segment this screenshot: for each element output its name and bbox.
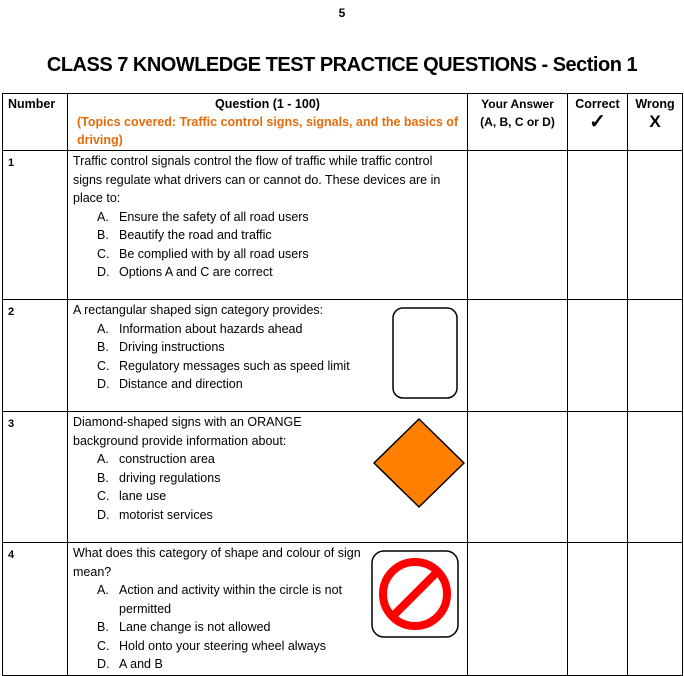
option: A. Ensure the safety of all road users: [97, 209, 309, 224]
answer-cell[interactable]: [468, 300, 568, 412]
question-text: A rectangular shaped sign category provides:: [73, 303, 324, 317]
answer-cell[interactable]: [468, 543, 568, 676]
header-correct: [568, 94, 628, 151]
option: B. Beautify the road and traffic: [97, 228, 272, 242]
table-row: [3, 412, 683, 543]
question-text: Diamond-shaped signs with an ORANGE background provide information about:: [73, 415, 302, 448]
page-number: 5: [338, 6, 346, 20]
option: C. Hold onto your steering wheel always: [97, 638, 327, 653]
question-number: 1: [3, 151, 68, 300]
header-answer-label: Your Answer: [481, 97, 554, 111]
option: D. motorist services: [97, 507, 213, 522]
option: A. Action and activity within the circle is not permitted: [97, 583, 343, 616]
header-correct-label: Correct: [575, 97, 620, 111]
header-topics: (Topics covered: Traffic control signs, signals, and the basics of driving): [77, 115, 459, 147]
option: B. driving regulations: [97, 470, 221, 485]
orange-diamond-sign-icon: [372, 417, 466, 509]
correct-cell[interactable]: [568, 412, 628, 543]
header-question-label: Question (1 - 100): [215, 97, 320, 111]
x-icon: X: [649, 112, 661, 131]
question-number: 2: [3, 300, 68, 412]
option: C. lane use: [97, 489, 167, 503]
option: A. Information about hazards ahead: [97, 321, 303, 336]
wrong-cell[interactable]: [628, 151, 683, 300]
header-row: [3, 94, 683, 151]
header-wrong-label: Wrong: [635, 97, 675, 111]
questions-table: [2, 93, 683, 676]
answer-cell[interactable]: [468, 412, 568, 543]
wrong-cell[interactable]: [628, 543, 683, 676]
question-cell: [68, 300, 468, 412]
prohibition-sign-icon: [368, 548, 462, 640]
wrong-cell[interactable]: [628, 300, 683, 412]
table-row: [3, 300, 683, 412]
header-number: Number: [3, 94, 68, 151]
question-number: 3: [3, 412, 68, 543]
option: C. Be complied with by all road users: [97, 246, 309, 261]
question-cell: [68, 412, 468, 543]
header-wrong: [628, 94, 683, 151]
wrong-cell[interactable]: [628, 412, 683, 543]
question-cell: [68, 543, 468, 676]
correct-cell[interactable]: [568, 543, 628, 676]
header-answer: [468, 94, 568, 151]
rectangle-sign-icon: [390, 305, 462, 401]
option: D. Options A and C are correct: [97, 265, 273, 279]
option: B. Driving instructions: [97, 340, 225, 354]
page-title: CLASS 7 KNOWLEDGE TEST PRACTICE QUESTIONS - Section 1: [46, 54, 638, 76]
table-row: [3, 151, 683, 300]
table-row: [3, 543, 683, 676]
answer-cell[interactable]: [468, 151, 568, 300]
option: D. A and B: [97, 657, 163, 671]
option: C. Regulatory messages such as speed limit: [97, 358, 350, 373]
header-answer-sub: (A, B, C or D): [480, 115, 555, 129]
checkmark-icon: ✓: [589, 111, 606, 133]
header-question: [68, 94, 468, 151]
correct-cell[interactable]: [568, 151, 628, 300]
option: B. Lane change is not allowed: [97, 620, 271, 634]
question-cell: [68, 151, 468, 300]
option: D. Distance and direction: [97, 377, 243, 391]
question-number: 4: [3, 543, 68, 676]
question-text: Traffic control signals control the flow of traffic while traffic control signs regulate what drivers can or cannot do. These devices are in place to:: [73, 154, 441, 205]
question-text: What does this category of shape and colour of sign mean?: [73, 546, 361, 579]
option: A. construction area: [97, 452, 215, 466]
correct-cell[interactable]: [568, 300, 628, 412]
